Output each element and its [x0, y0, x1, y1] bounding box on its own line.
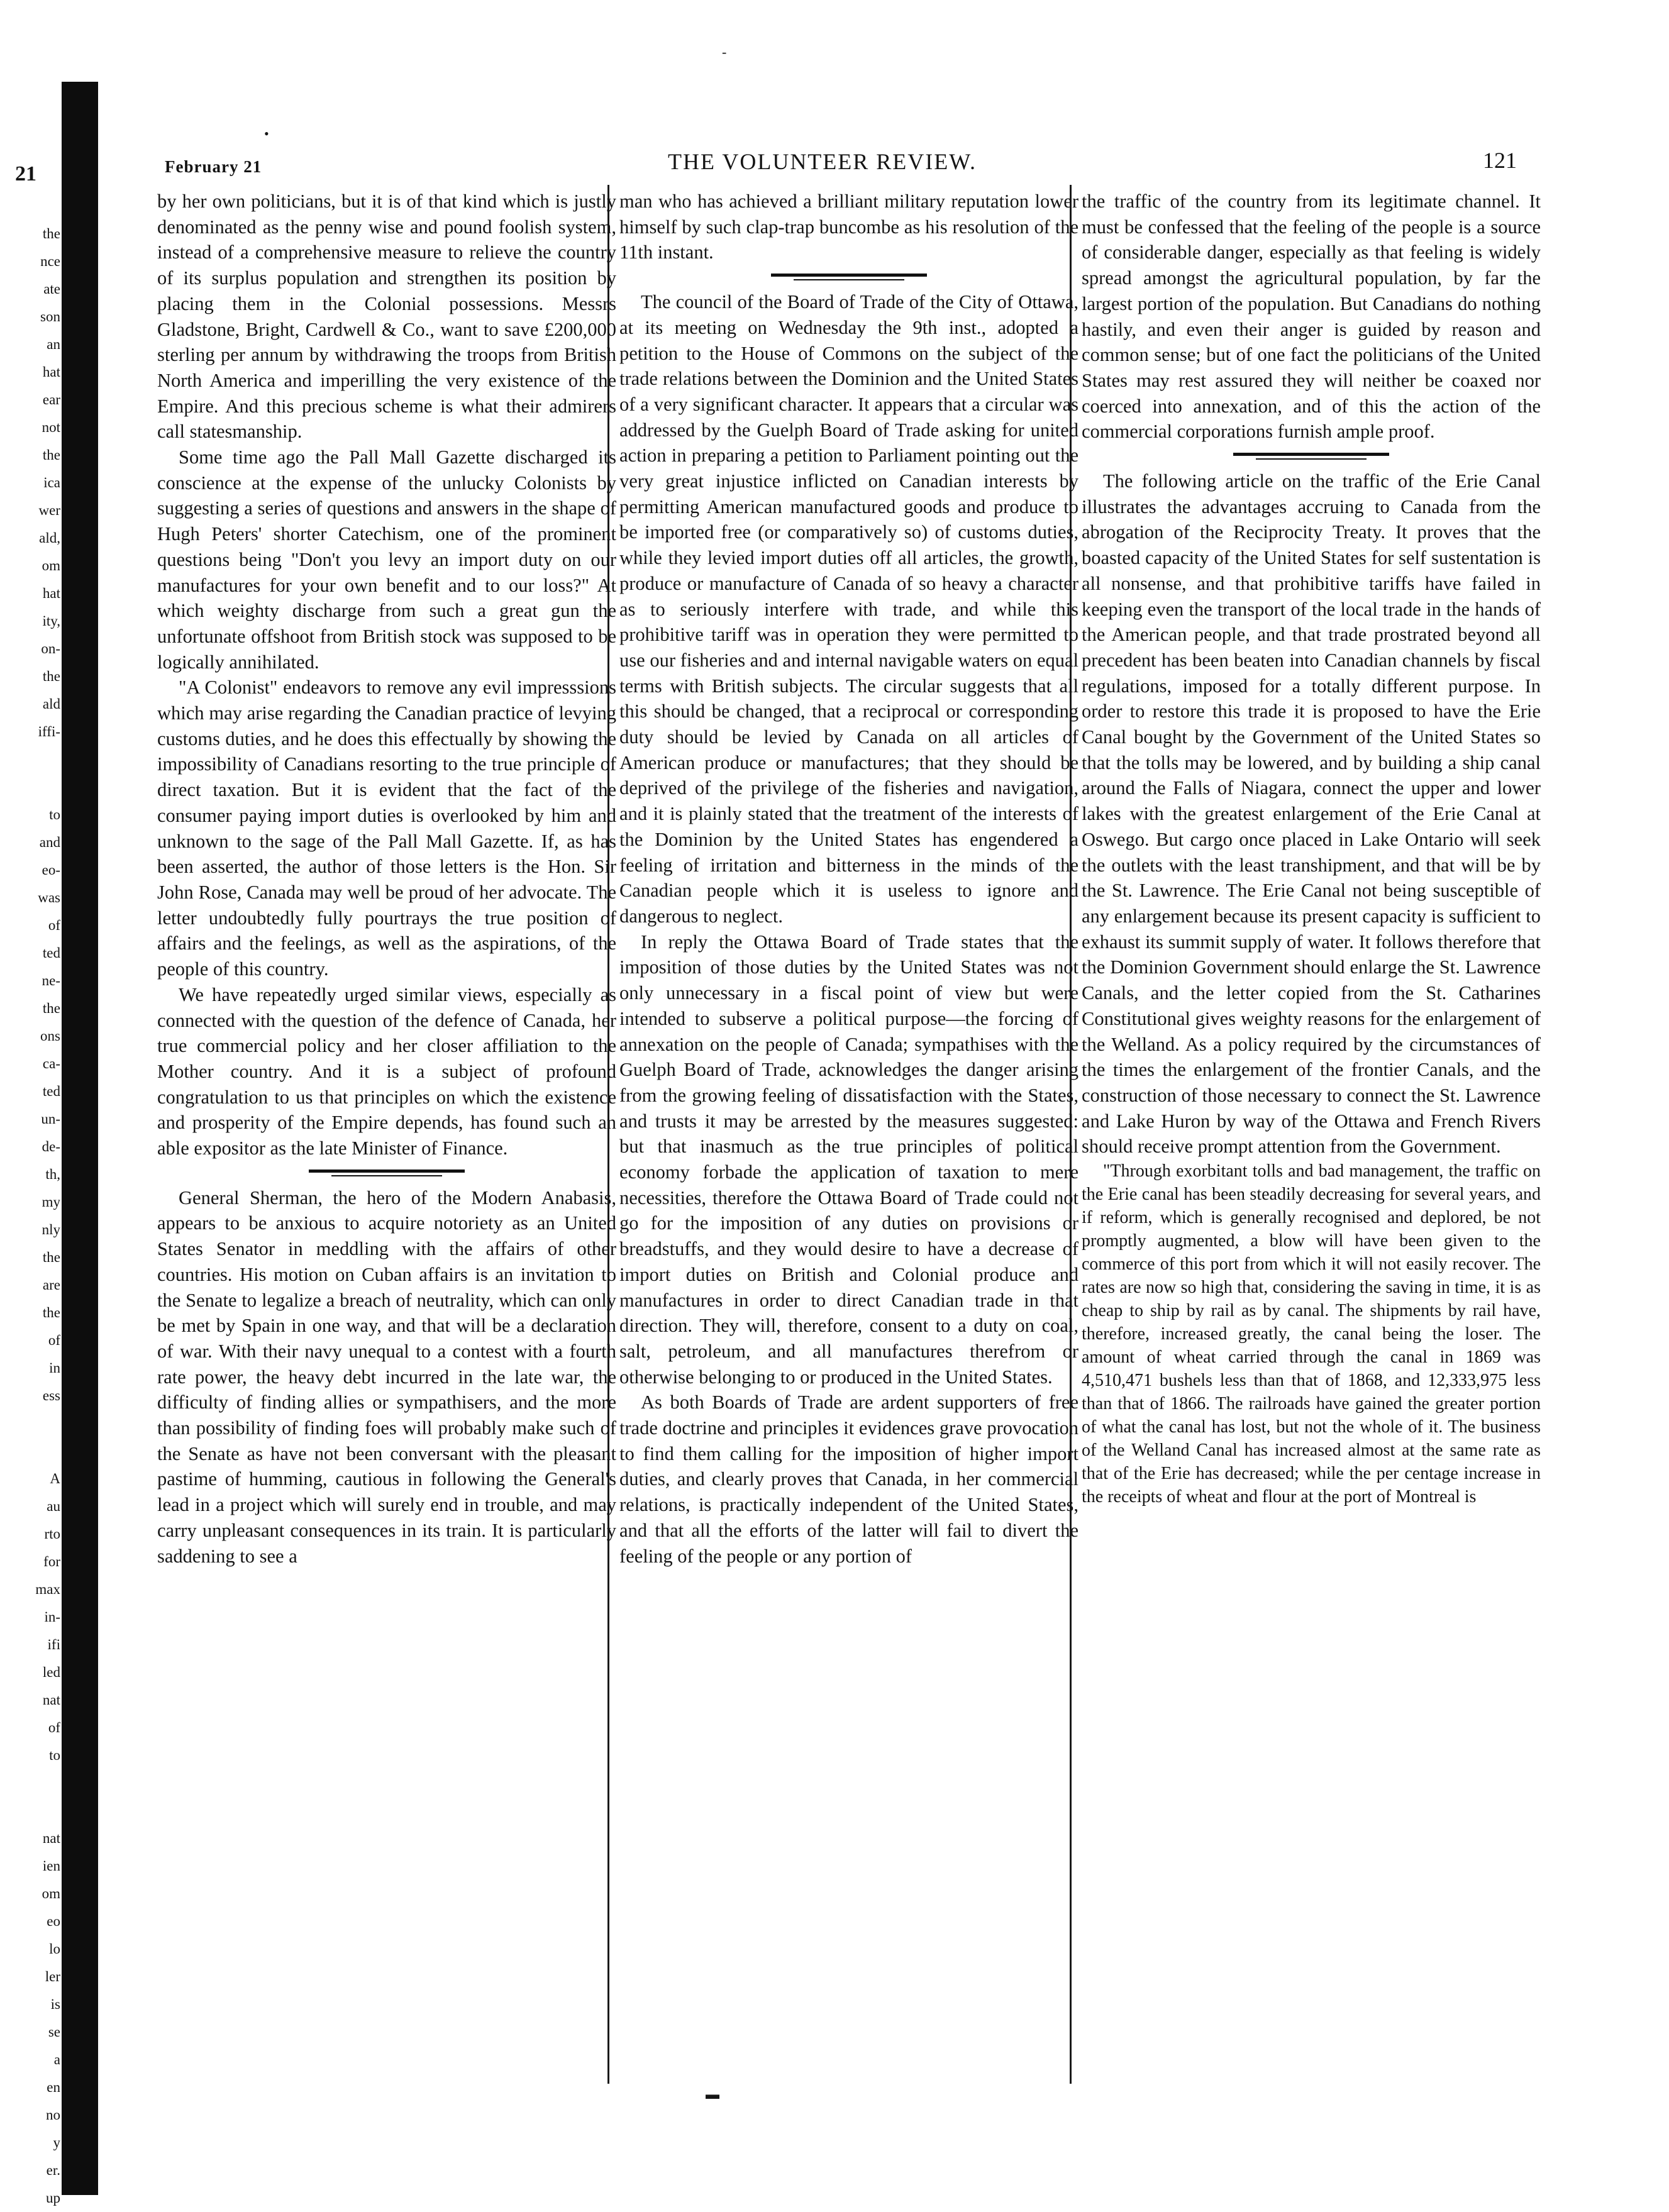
facing-page-fragment: on- [41, 641, 60, 656]
facing-page-fragment: no [46, 2107, 60, 2123]
page-header [165, 145, 1517, 180]
facing-page-fragment: in- [44, 1609, 60, 1625]
facing-page-fragment: the [42, 1000, 60, 1016]
paragraph: As both Boards of Trade are ardent supporters of free trade doctrine and principles it evidences grave provocation to find them calling for the imposition of higher import duties, and clearly proves that Canada, in her commercial relations, is practically independent of the United States, and that all the efforts of the latter will fail to divert the feeling of the people or any portion of [619, 1391, 1078, 1567]
facing-page-fragment: max [35, 1581, 60, 1597]
facing-page-fragment: en [47, 2079, 60, 2095]
facing-page-fragment: ear [42, 392, 60, 407]
facing-page-fragment: ald, [39, 530, 60, 546]
facing-page-fragment: the [42, 668, 60, 684]
facing-page-fragment: A [50, 1471, 60, 1486]
quoted-paragraph: "Through exorbitant tolls and bad management, the traffic on the Erie canal has been steadily decreasing for several years, and if reform, which is generally recognised and deplored, be not promptly augmented, a blow will have been given to the commerce of this port from which it will not easily recover. The rates are now so high that, considering the saving in time, it is as cheap to ship by rail as by canal. The shipments by rail have, therefore, increased greatly, the canal being the loser. The amount of wheat carried through the canal in 1869 was 4,510,471 bushels less than that of 1868, and 12,333,975 less than that of 1866. The railroads have gained the greater portion of what the canal has lost, but not the whole of it. The business of the Welland Canal has increased almost at the same rate as that of the Erie has decreased; while the per centage increase in the receipts of wheat and flour at the port of Montreal is [1082, 1161, 1541, 1507]
paragraph: the traffic of the country from its legitimate channel. It must be confessed that the feeling of the people is a source of considerable danger, especially as that feeling is widely spread amongst the agricultural population, by far the largest portion of the population. But Canadians do nothing hastily, and even their anger is guided by reason and common sense; but of one fact the politicians of the United States may rest assured they will neither be coaxed nor coerced into annexation, and of this the action of the commercial corporations furnish ample proof. [1082, 191, 1541, 443]
facing-page-fragment: are [42, 1277, 60, 1293]
paragraph: by her own politicians, but it is of that kind which is justly denominated as the penny wise and pound foolish system, instead of a comprehensive measure to relieve the country of its surplus population and strengthen its position by placing them in the Colonial possessions. Messrs Gladstone, Bright, Cardwell & Co., want to save £200,000 sterling per annum by withdrawing the troops from British North America and imperilling the very existence of the Empire. And this precious scheme is what their admirers call statesmanship. [157, 191, 616, 443]
facing-page-fragment: se [48, 2024, 60, 2040]
facing-page-fragment: ald [42, 696, 60, 712]
paragraph: The council of the Board of Trade of the City of Ottawa, at its meeting on Wednesday the 9th inst., adopted a petition to the House of Commons on the subject of the trade relations between the Dominion and the United States of a very significant character. It appears that a circular was addressed by the Guelph Board of Trade asking for united action in preparing a petition to Parliament pointing out the very great injustice inflicted on Canadian interests by permitting American manufactured goods and produce to be imported free (or comparatively so) of customs duties, while they levied import duties off all articles, the growth, produce or manufacture of Canada of so heavy a character as to seriously interfere with trade, and while this prohibitive tariff was in operation they were permitted to use our fisheries and and internal navigable waters on equal terms with British subjects. The circular suggests that all this should be changed, that a reciprocal or corresponding duty should be levied by Canada on all articles of American produce or manufactures; that they should be deprived of the privilege of the fisheries and navigation, and it is plainly stated that the treatment of the interests of the Dominion by the United States has engendered a feeling of irritation and bitterness in the minds of the Canadian people which it is useless to ignore and dangerous to neglect. [619, 291, 1078, 927]
facing-page-fragment: rto [44, 1526, 60, 1542]
facing-page-fragment: the [42, 1249, 60, 1265]
paragraph: "A Colonist" endeavors to remove any evil impresssions which may arise regarding the Canadian practice of levying customs duties, and he does this effectually by showing the impossibility of Canadians resorting to the true principle of direct taxation. But it is evident that the fact of the consumer paying import duties is overlooked by him and unknown to the sage of the Pall Mall Gazette. If, as has been asserted, the author of those letters is the Hon. Sir John Rose, Canada may well be proud of her advocate. The letter undoubtedly fully pourtrays the true position of affairs and the feelings, as well as the aspirations, of the people of this country. [157, 677, 616, 980]
facing-page-fragment: ons [40, 1028, 60, 1044]
facing-page-fragment: not [42, 419, 60, 435]
facing-page-fragment: nat [42, 1830, 60, 1846]
facing-page-fragment: was [38, 890, 60, 905]
facing-page-fragment: hat [42, 585, 60, 601]
facing-page-fragment: wer [38, 502, 60, 518]
binding-shadow [62, 82, 98, 2195]
page-number: 121 [1483, 148, 1517, 173]
facing-page-fragment: ess [42, 1388, 60, 1403]
facing-page-fragment: for [43, 1554, 60, 1569]
facing-page-number: 21 [15, 162, 36, 185]
facing-page-fragment: om [42, 558, 60, 573]
speck-mark: • [264, 126, 269, 141]
facing-page-fragment [11, 1437, 60, 1465]
facing-page-fragment: hat [42, 364, 60, 380]
facing-page-fragment: ca- [42, 1056, 60, 1071]
facing-page-fragment: th, [45, 1166, 60, 1182]
section-separator [619, 268, 1078, 284]
facing-page-fragment: led [42, 1664, 60, 1680]
column-left [157, 189, 616, 1569]
facing-page-fragment: y [53, 2135, 60, 2150]
section-separator [1082, 447, 1541, 463]
facing-page-fragment [11, 1797, 60, 1825]
paragraph: In reply the Ottawa Board of Trade states that the imposition of those duties by the United States was not only unnecessary in a fiscal point of view but were intended to subserve a political purpose—the forcing of annexation on the people of Canada; sympathises with the Guelph Board of Trade, acknowledges the danger arising from the growing feeling of dissatisfaction with the States, and trusts it may be arrested by the measures suggested: but that inasmuch as the true principles of political economy forbade the application of taxation to mere necessities, therefore the Ottawa Board of Trade could not go for the imposition of any duties on provisions or breadstuffs, and they would desire to have a decrease of import duties on British and Colonial produce and manufactures in order to direct Canadian trade in that direction. They will, therefore, consent to a duty on coal, salt, petroleum, and all manufactures therefrom or otherwise belonging to or produced in the United States. [619, 931, 1078, 1388]
facing-page-fragments [11, 220, 60, 2212]
section-separator [157, 1164, 616, 1180]
facing-page-fragment: ica [43, 475, 60, 490]
speck-mark: - [722, 44, 727, 60]
facing-page-fragment: lo [49, 1941, 60, 1957]
facing-page-fragment: to [49, 807, 60, 822]
facing-page-fragment: in [49, 1360, 60, 1376]
facing-page-fragment: to [49, 1747, 60, 1763]
facing-page-fragment: ne- [42, 973, 60, 988]
header-date: February 21 [165, 157, 262, 176]
facing-page-fragment: om [42, 1886, 60, 1901]
paragraph: The following article on the traffic of the Erie Canal illustrates the advantages accruing to Canada from the abrogation of the Reciprocity Treaty. It proves that the boasted capacity of the United States for self sustentation is all nonsense, and that prohibitive tariffs have failed in keeping even the transport of the local trade in the hands of the American people, and that trade prostrated beyond all precedent has been beaten into Canadian channels by fiscal regulations, imposed for a totally different purpose. In order to restore this trade it is proposed to have the Erie Canal bought by the Government of the United States so that the tolls may be lowered, and by building a ship canal around the Falls of Niagara, connect the upper and lower lakes with the greatest enlargement of the Erie Canal at Oswego. But cargo once placed in Lake Ontario will seek the outlets with the least transhipment, and that will be by the St. Lawrence. The Erie Canal not being susceptible of any enlargement because its present capacity is sufficient to exhaust its summit supply of water. It follows therefore that the Dominion Government should enlarge the St. Lawrence Canals, and the letter copied from the St. Catharines Constitutional gives weighty reasons for the enlargement of the Welland. As a policy required by the circumstances of the times the enlargement of the frontier Canals, and the construction of those necessary to connect the St. Lawrence and Lake Huron by way of the Ottawa and French Rivers should receive prompt attention from the Government. [1082, 470, 1541, 1158]
facing-page-fragment: au [47, 1498, 60, 1514]
facing-page-fragment: my [42, 1194, 60, 1210]
facing-page-fragment: an [47, 336, 60, 352]
facing-page-fragment: ien [42, 1858, 60, 1874]
facing-page-fragment: un- [41, 1111, 60, 1127]
facing-page-fragment [11, 1769, 60, 1797]
facing-page-fragment: ifi [47, 1637, 60, 1652]
facing-page-fragment: son [40, 309, 60, 324]
facing-page-fragment: de- [42, 1139, 60, 1154]
facing-page-fragment [11, 1410, 60, 1437]
facing-page-fragment: ler [45, 1969, 60, 1984]
facing-page-fragment: nat [42, 1692, 60, 1708]
facing-page-fragment [11, 746, 60, 773]
facing-page-fragment: a [53, 2052, 60, 2067]
facing-page-fragment: er. [46, 2162, 60, 2178]
facing-page-fragment: nly [42, 1222, 60, 1237]
facing-page-fragment: the [42, 1305, 60, 1320]
facing-page-fragment: ity, [42, 613, 60, 629]
facing-page-fragment: is [50, 1996, 60, 2012]
paragraph: General Sherman, the hero of the Modern Anabasis, appears to be anxious to acquire notoriety as an United States Senator in meddling with the affairs of other countries. His motion on Cuban affairs is an invitation to the Senate to legalize a breach of neutrality, which can only be met by Spain in one way, and that will be a declaration of war. With their navy unequal to a contest with a fourth rate power, the heavy debt incurred in the late war, the difficulty of finding allies or sympathisers, and the more than possibility of finding foes will probably make such of the Senate as have not been conversant with the pleasant pastime of humming, cautious in following the General's lead in a project which will surely end in trouble, and may carry unpleasant consequences in its train. It is particularly saddening to see a [157, 1186, 616, 1567]
speck-mark: ▬ [706, 2086, 719, 2102]
facing-page-fragment: iffi- [38, 724, 60, 739]
facing-page-fragment: ted [42, 1083, 60, 1099]
facing-page-fragment: the [42, 226, 60, 241]
facing-page-fragment: and [39, 834, 60, 850]
facing-page-fragment: of [48, 1720, 60, 1735]
facing-page-fragment: the [42, 447, 60, 463]
paragraph: We have repeatedly urged similar views, especially as connected with the question of the defence of Canada, her true commercial policy and her closer affiliation to the Mother country. And it is a subject of profound congratulation to us that principles on which the existence and prosperity of the Empire depends, has found such an able expositor as the late Minister of Finance. [157, 983, 616, 1159]
facing-page-fragment [11, 773, 60, 801]
facing-page-fragment: ate [43, 281, 60, 297]
facing-page-fragment: eo [47, 1913, 60, 1929]
column-right [1082, 189, 1541, 1508]
paragraph: man who has achieved a brilliant military reputation lower himself by such clap-trap buncombe as his resolution of the 11th instant. [619, 191, 1078, 263]
masthead-title: THE VOLUNTEER REVIEW. [668, 149, 977, 174]
facing-page-fragment: of [48, 917, 60, 933]
facing-page-fragment: up [46, 2190, 60, 2206]
facing-page-fragment: nce [40, 253, 60, 269]
facing-page-fragment: ted [42, 945, 60, 961]
facing-page-fragment: eo- [42, 862, 60, 878]
facing-page-fragment: of [48, 1332, 60, 1348]
column-middle [619, 189, 1078, 1569]
paragraph: Some time ago the Pall Mall Gazette discharged its conscience at the expense of the unlucky Colonists by suggesting a series of questions and answers in the shape of Hugh Peters' shorter Catechism, one of the prominent questions being "Don't you levy an import duty on our manufactures for your own benefit and to our loss?" At which weighty discharge from such a great gun the unfortunate offshoot from British stock was supposed to be logically annihilated. [157, 446, 616, 673]
